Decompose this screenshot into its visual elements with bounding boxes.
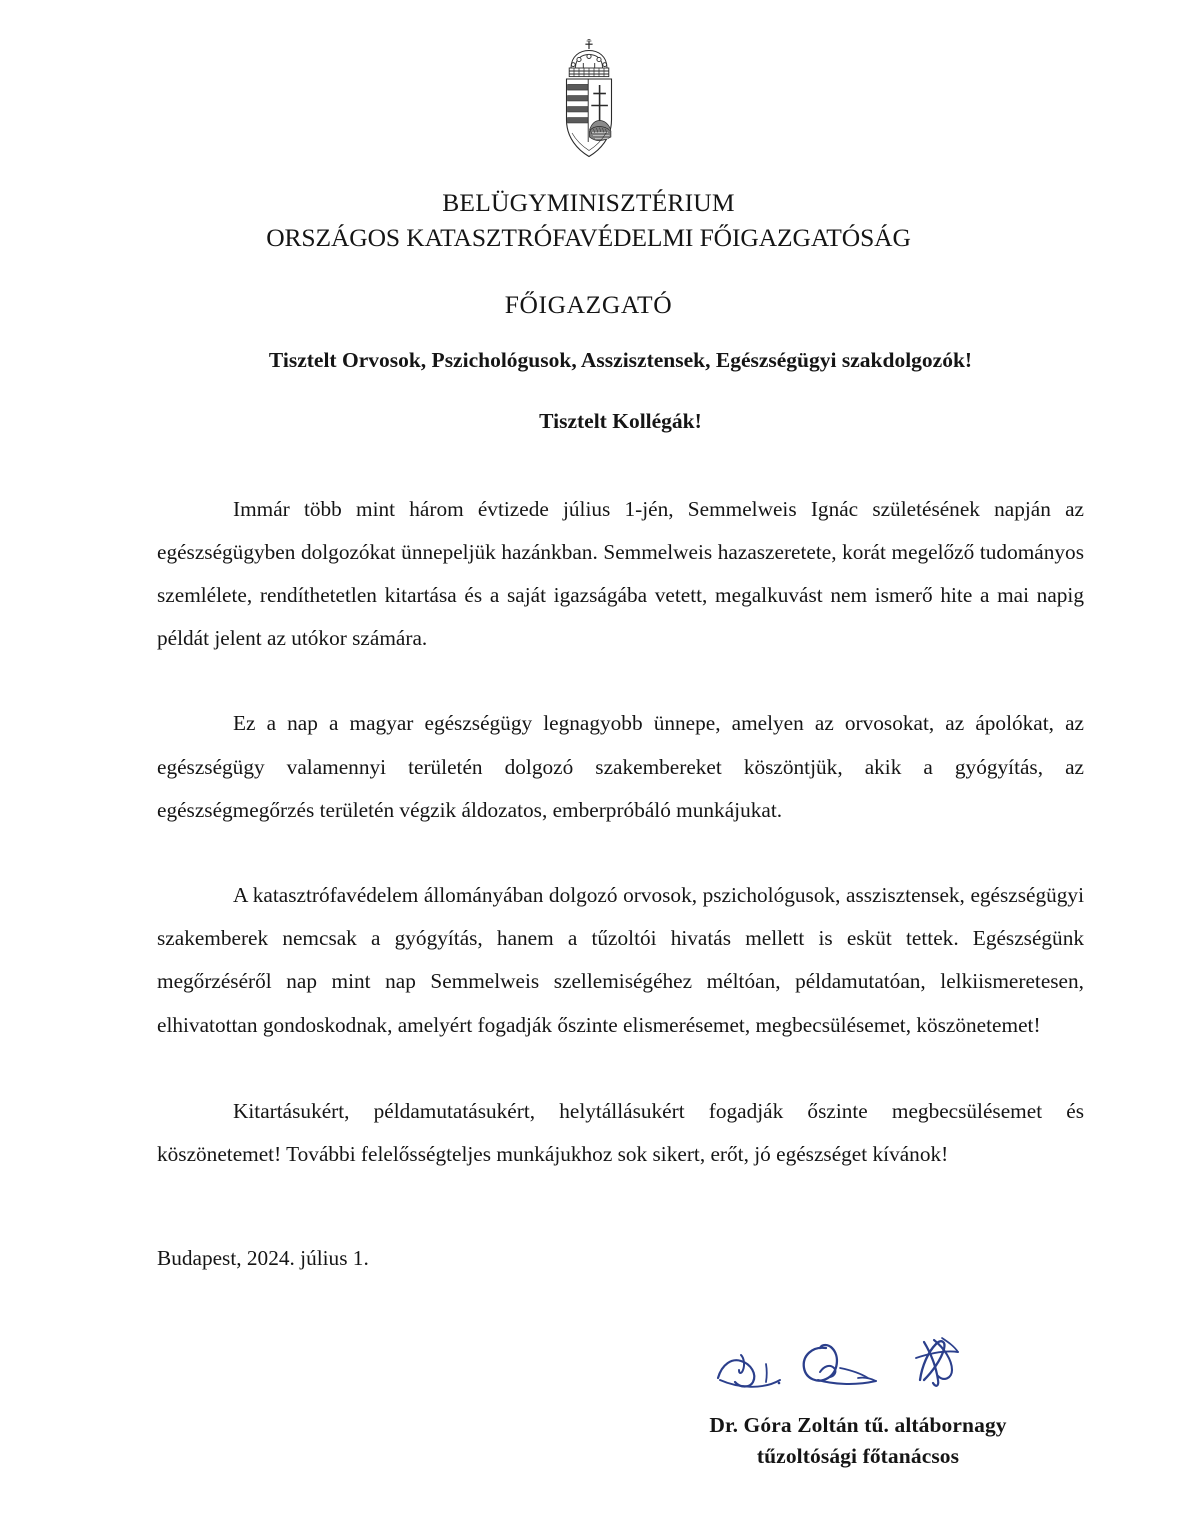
paragraph-4: Kitartásukért, példamutatásukért, helytállásukért fogadják őszinte megbecsülésemet és köszönetemet! További felelősségteljes munkájukhoz sok sikert, erőt, jó egészséget kívánok! <box>157 1098 1084 1166</box>
signatory-name: Dr. Góra Zoltán tű. altábornagy <box>709 1413 1007 1437</box>
salutation-line-1: Tisztelt Orvosok, Pszichológusok, Asszisztensek, Egészségügyi szakdolgozók! <box>268 348 973 372</box>
crest-container <box>0 38 1177 160</box>
paragraph-2: Ez a nap a magyar egészségügy legnagyobb ünnepe, amelyen az orvosokat, az ápolókat, az egészségügy valamennyi területén dolgozó szakembereket köszöntjük, akik a gyógyítás, az egészségmegőrzés területén végzik áldozatos, emberpróbáló munkájukat. <box>157 711 1084 822</box>
header-directorate-name: ORSZÁGOS KATASZTRÓFAVÉDELMI FŐIGAZGATÓSÁG <box>266 222 911 252</box>
hungarian-coat-of-arms-icon <box>552 38 626 160</box>
paragraph-3: A katasztrófavédelem állományában dolgozó orvosok, pszichológusok, asszisztensek, egészségügyi szakemberek nemcsak a gyógyítás, hanem a tűzoltói hivatás mellett is esküt tettek. Egészségünk megőrzéséről nap mint nap Semmelweis szellemiségéhez méltóan, példamutatóan, lelkiismeretesen, elhivatottan gondoskodnak, amelyért fogadják őszinte elismerésemet, megbecsülésemet, köszönetemet! <box>157 882 1084 1037</box>
institution-header <box>0 186 1177 323</box>
paragraph-1: Immár több mint három évtizede július 1-jén, Semmelweis Ignác születésének napján az egészségügyben dolgozókat ünnepeljük hazánkban. Semmelweis hazaszeretete, korát megelőző tudományos szemlélete, rendíthetetlen kitartása és a saját igazságába vetett, megalkuvást nem ismerő hite a mai napig példát jelent az utókor számára. <box>157 496 1084 651</box>
header-role-title: FŐIGAZGATÓ <box>504 290 673 320</box>
salutation-line-2: Tisztelt Kollégák! <box>539 409 702 434</box>
letter-body <box>157 344 1084 1273</box>
header-ministry-name: BELÜGYMINISZTÉRIUM <box>442 188 735 217</box>
signatory-rank: tűzoltósági főtanácsos <box>756 1443 960 1468</box>
handwritten-signature-icon <box>708 1320 1008 1406</box>
signature-block <box>628 1320 1088 1471</box>
dateline: Budapest, 2024. július 1. <box>157 1246 369 1271</box>
